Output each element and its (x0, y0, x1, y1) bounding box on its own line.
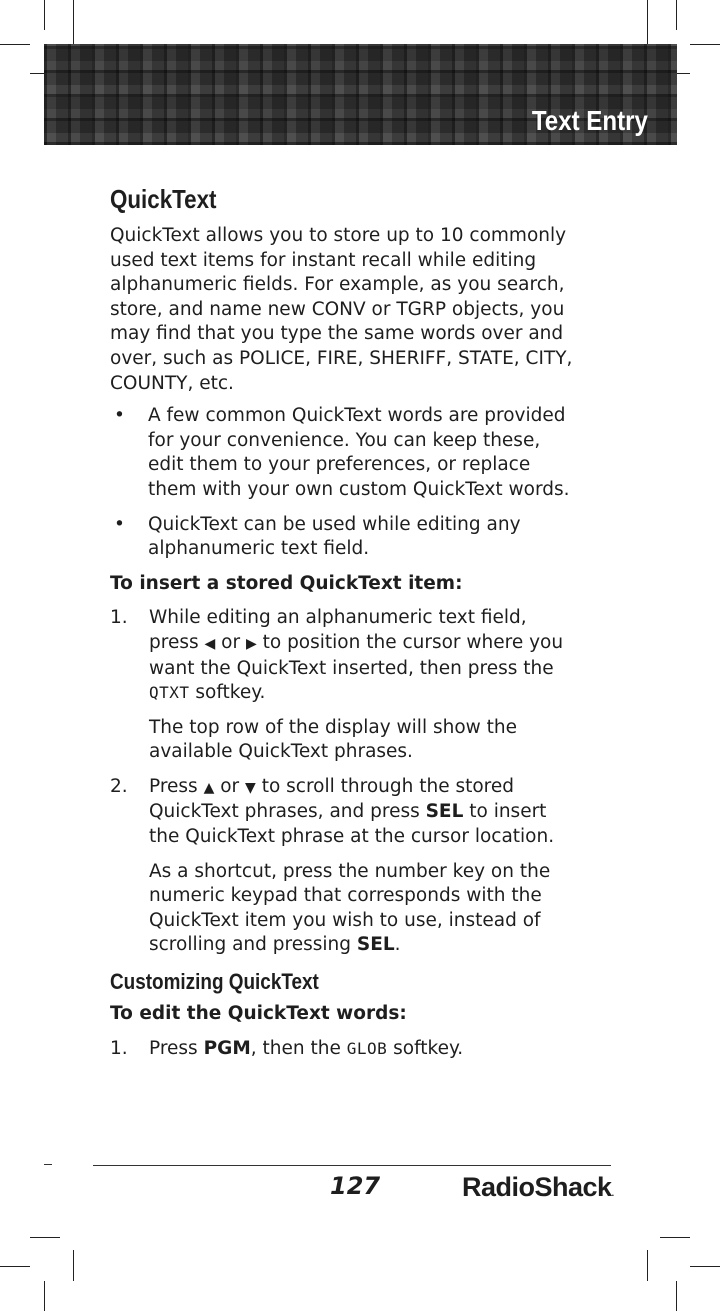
crop-mark (73, 1250, 74, 1281)
page-number: 127 (330, 1172, 381, 1200)
bullet-text: A few common QuickText words are provided for your convenience. You can keep these, edit them to your preferences, or replace them with your own custom QuickText words. (148, 405, 570, 500)
crop-mark (0, 44, 30, 45)
step-text: , then the (250, 1037, 347, 1059)
step-text: to position the cursor where you want the QuickText inserted, then press the (149, 631, 564, 679)
bullet-item (110, 404, 580, 502)
brand-logo (462, 1172, 614, 1203)
up-arrow-icon: ▲ (203, 779, 215, 796)
page-content (110, 182, 580, 1071)
bullet-text: QuickText can be used while editing any alphanumeric text field. (148, 513, 521, 560)
step-text: to scroll through the stored QuickText phrases, and press (149, 775, 514, 823)
intro-paragraph: QuickText allows you to store up to 10 commonly used text items for instant recall while editing alphanumeric fields. For example, as you search, store, and name new CONV or TGRP objects, you may find that you type the same words over and over, such as POLICE, FIRE, SHERIFF, STATE, CITY, COUNTY, etc. (110, 225, 573, 394)
key-pgm: PGM (203, 1037, 251, 1059)
step-1-note: The top row of the display will show the available QuickText phrases. (149, 716, 518, 763)
down-arrow-icon: ▼ (245, 779, 256, 796)
step-text: or (215, 631, 246, 653)
softkey-qtxt: QTXT (149, 683, 190, 703)
customizing-title: Customizing QuickText (110, 969, 319, 995)
edit-heading: To edit the QuickText words: (110, 1003, 407, 1025)
crop-mark (0, 1266, 30, 1267)
edit-step-1 (110, 1037, 580, 1062)
key-sel: SEL (356, 934, 395, 956)
header-title: Text Entry (532, 105, 648, 136)
bullet-dot: • (114, 405, 125, 427)
step-2 (110, 775, 580, 850)
note-text: As a shortcut, press the number key on the numeric keypad that corresponds with the QuickText item you wish to use, instead of scrolling and pressing (149, 860, 551, 956)
brand-mark: . (611, 1188, 614, 1198)
crop-mark (647, 1250, 648, 1281)
right-arrow-icon: ▶ (245, 635, 257, 652)
key-sel: SEL (425, 801, 464, 823)
crop-mark (30, 1237, 60, 1238)
step-1 (110, 606, 580, 705)
step-text: Press (149, 1037, 204, 1059)
step-number: 1. (110, 607, 128, 629)
crop-mark (690, 1266, 720, 1267)
step-number: 2. (110, 775, 128, 797)
crop-mark (44, 0, 45, 30)
left-arrow-icon: ◀ (204, 635, 216, 652)
softkey-glob: GLOB (346, 1038, 388, 1058)
bullet-dot: • (114, 513, 125, 535)
insert-heading: To insert a stored QuickText item: (110, 572, 463, 594)
brand-name: RadioShack (462, 1172, 612, 1202)
section-title: QuickText (110, 184, 217, 214)
crop-mark (44, 1281, 45, 1311)
crop-mark (676, 0, 677, 30)
crop-mark (676, 1281, 677, 1311)
footer-rule-short (44, 1164, 52, 1165)
crop-mark (690, 44, 720, 45)
step-text: or (214, 775, 246, 797)
footer-rule (93, 1165, 611, 1166)
step-text: While editing an alphanumeric text field, press (149, 607, 527, 653)
step-text: softkey. (387, 1037, 464, 1059)
step-2-note (110, 860, 580, 958)
bullet-item (110, 513, 580, 562)
step-number: 1. (110, 1037, 128, 1059)
step-text: Press (149, 775, 204, 797)
step-text: softkey. (189, 682, 266, 704)
step-text: to insert the QuickText phrase at the cursor location. (149, 801, 555, 848)
note-text: . (394, 934, 401, 956)
crop-mark (660, 1237, 690, 1238)
